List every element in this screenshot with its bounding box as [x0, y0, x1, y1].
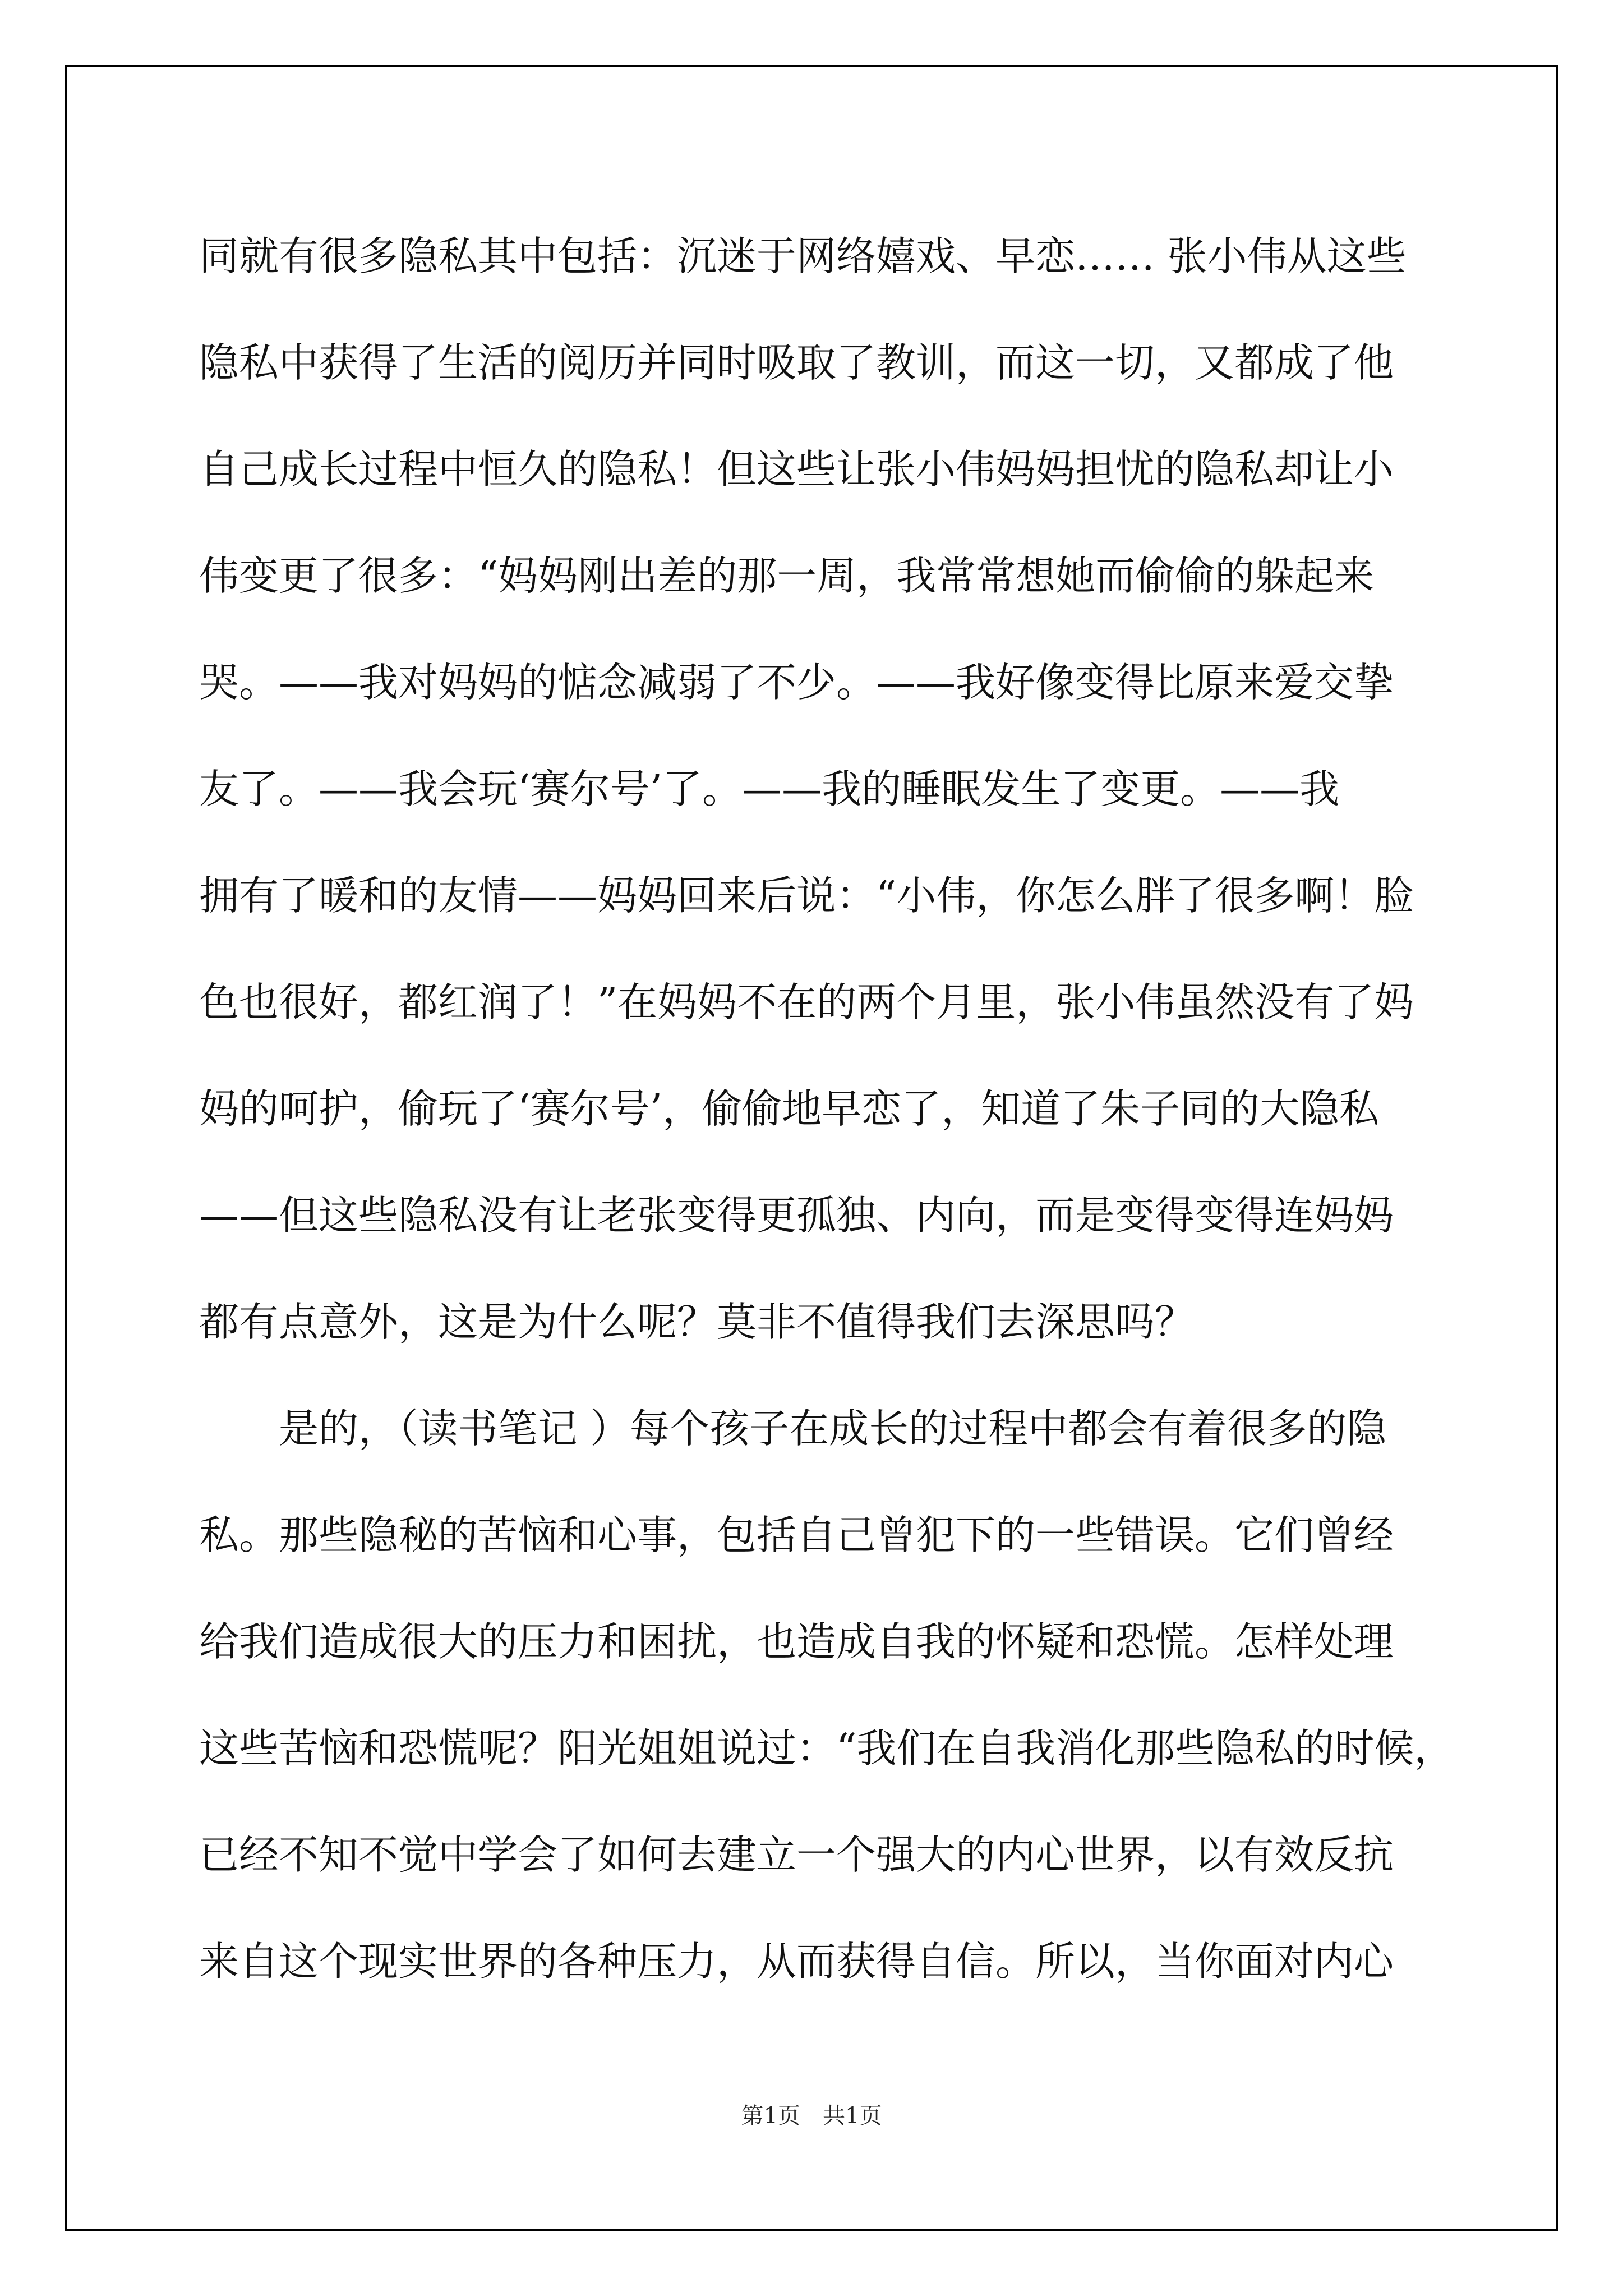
text-line: 来自这个现实世界的各种压力，从而获得自信。所以，当你面对内心 [199, 1938, 1394, 1985]
text-line: 给我们造成很大的压力和困扰，也造成自我的怀疑和恐慌。怎样处理 [199, 1618, 1394, 1665]
page-footer [0, 2098, 1623, 2130]
text-line: 这些苦恼和恐慌呢？阳光姐姐说过：“我们在自我消化那些隐私的时候， [199, 1725, 1454, 1772]
paragraph-2 [199, 1375, 1454, 2015]
text-line: 哭。——我对妈妈的惦念减弱了不少。——我好像变得比原来爱交挚 [199, 659, 1394, 706]
document-body [199, 203, 1454, 2015]
text-line: 自己成长过程中恒久的隐私！但这些让张小伟妈妈担忧的隐私却让小 [199, 446, 1394, 493]
text-line: 是的，（读书笔记 ）每个孩子在成长的过程中都会有着很多的隐 [279, 1405, 1387, 1452]
text-line: 色也很好，都红润了！”在妈妈不在的两个月里，张小伟虽然没有了妈 [199, 979, 1414, 1025]
text-line: 已经不知不觉中学会了如何去建立一个强大的内心世界，以有效反抗 [199, 1832, 1394, 1878]
text-line: 拥有了暖和的友情——妈妈回来后说：“小伟，你怎么胖了很多啊！脸 [199, 872, 1414, 919]
paragraph-1 [199, 203, 1427, 1375]
text-line: 同就有很多隐私其中包括：沉迷于网络嬉戏、早恋…… 张小伟从这些 [199, 233, 1407, 279]
text-line: 伟变更了很多：“妈妈刚出差的那一周，我常常想她而偷偷的躲起来 [199, 553, 1375, 599]
text-line: 妈的呵护，偷玩了‘赛尔号’，偷偷地早恋了，知道了朱子同的大隐私 [199, 1085, 1380, 1132]
page-number-label: 第1页 共1页 [741, 2103, 882, 2129]
text-line: ——但这些隐私没有让老张变得更孤独、内向，而是变得变得连妈妈 [199, 1192, 1394, 1239]
text-line: 隐私中获得了生活的阅历并同时吸取了教训，而这一切，又都成了他 [199, 339, 1394, 386]
text-line: 友了。——我会玩‘赛尔号’了。——我的睡眠发生了变更。——我 [199, 766, 1340, 812]
text-line: 私。那些隐秘的苦恼和心事，包括自己曾犯下的一些错误。它们曾经 [199, 1512, 1394, 1558]
text-line: 都有点意外，这是为什么呢？莫非不值得我们去深思吗？ [199, 1299, 1195, 1345]
